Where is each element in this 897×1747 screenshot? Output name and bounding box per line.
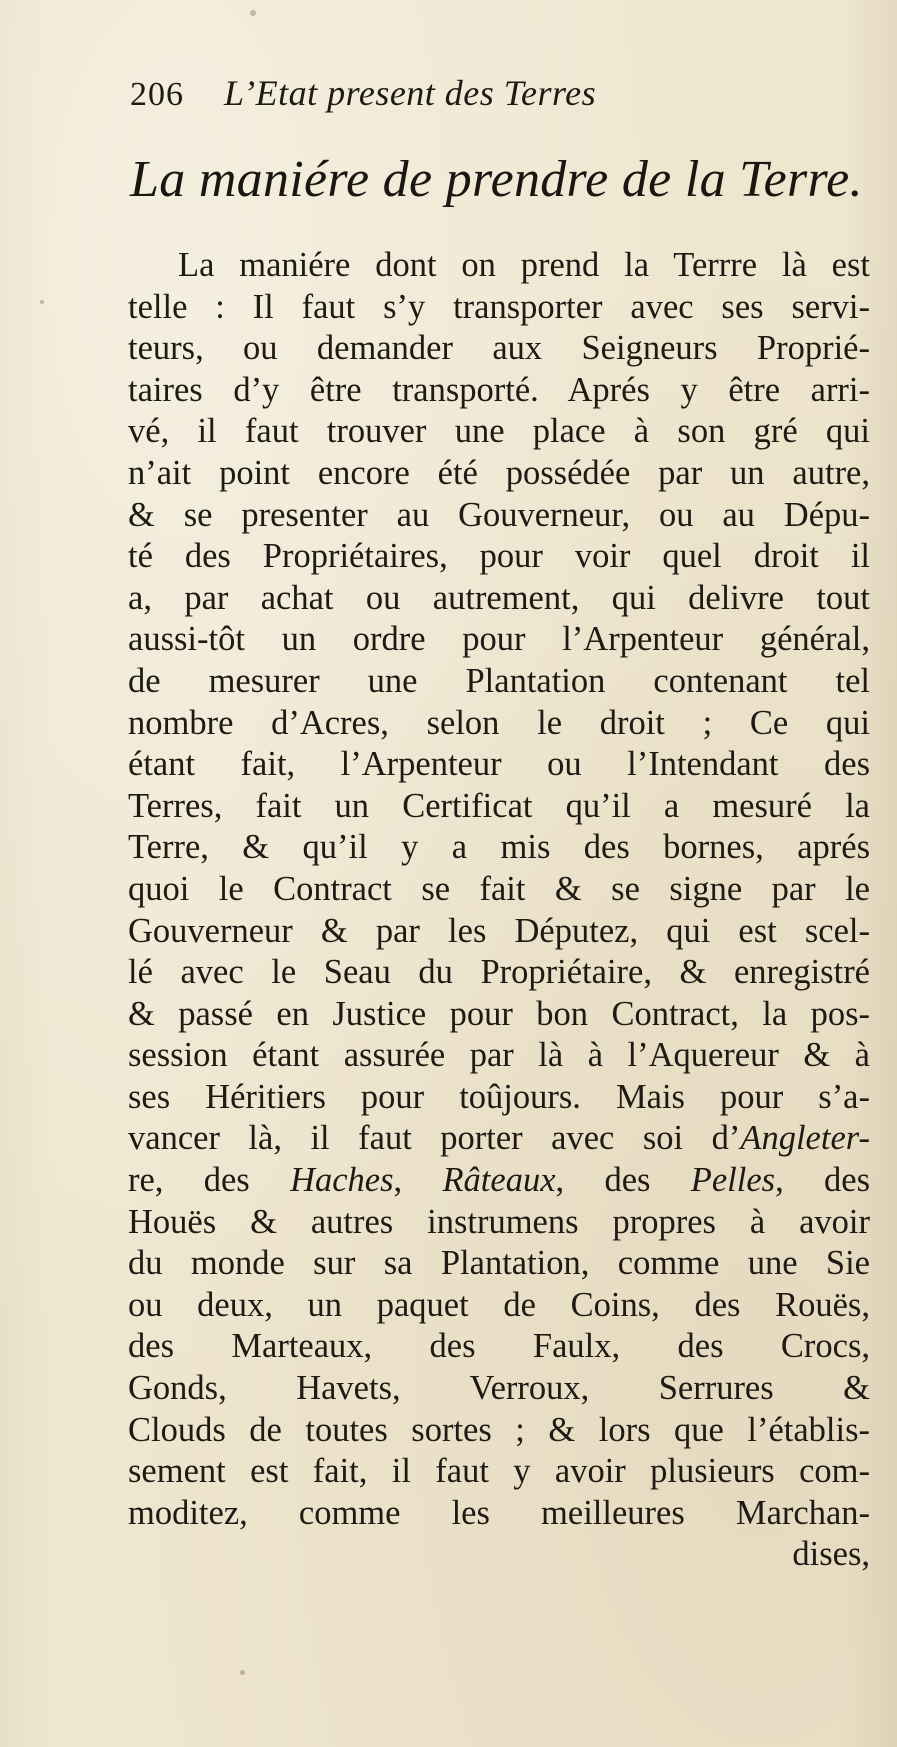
body-text: [128, 245, 870, 1635]
text-fragment: , des: [775, 1161, 871, 1200]
foxing-spot: [250, 10, 256, 16]
text-fragment: vancer là, il faut porter avec soi d’: [128, 1119, 741, 1158]
text-fragment: re, des: [128, 1161, 250, 1200]
text-line: & se presenter au Gouverneur, ou au Dépu-: [128, 495, 870, 534]
foxing-spot: [40, 300, 44, 304]
text-line: Houës & autres instrumens propres à avoir: [128, 1202, 870, 1241]
italic-word: Râteaux: [442, 1161, 556, 1200]
text-line: des Marteaux, des Faulx, des Crocs,: [128, 1327, 870, 1366]
text-line: aussi-tôt un ordre pour l’Arpenteur général,: [128, 620, 870, 659]
text-line: teurs, ou demander aux Seigneurs Proprié-: [128, 329, 870, 368]
text-line: lé avec le Seau du Propriétaire, & enregistré: [128, 953, 870, 992]
italic-word: Pelles: [690, 1161, 776, 1200]
text-line: ses Héritiers pour toûjours. Mais pour s’a-: [128, 1077, 870, 1116]
text-line: n’ait point encore été possédée par un autre,: [128, 453, 870, 492]
text-line: de mesurer une Plantation contenant tel: [128, 661, 870, 700]
text-line: nombre d’Acres, selon le droit ; Ce qui: [128, 703, 870, 742]
page-number: 206: [130, 76, 184, 113]
foxing-spot: [240, 1670, 245, 1675]
text-line: session étant assurée par là à l’Aquereur & à: [128, 1036, 870, 1075]
text-line: taires d’y être transporté. Aprés y être arri-: [128, 370, 870, 409]
text-fragment: , des: [555, 1161, 691, 1200]
text-line: telle : Il faut s’y transporter avec ses servi-: [128, 287, 870, 326]
text-line: ou deux, un paquet de Coins, des Rouës,: [128, 1285, 870, 1324]
text-line: du monde sur sa Plantation, comme une Sie: [128, 1244, 870, 1283]
text-line: & passé en Justice pour bon Contract, la pos-: [128, 994, 870, 1033]
italic-word: Angleter-: [740, 1119, 870, 1158]
text-line: Gouverneur & par les Députez, qui est scel-: [128, 911, 870, 950]
text-line: quoi le Contract se fait & se signe par le: [128, 869, 870, 908]
text-line: Gonds, Havets, Verroux, Serrures &: [128, 1369, 870, 1408]
text-line: La maniére dont on prend la Terrre là est: [178, 246, 870, 284]
italic-word: Haches: [290, 1161, 394, 1200]
text-line-mixed: [128, 1118, 870, 1160]
text-fragment: ,: [393, 1161, 443, 1200]
text-line: vé, il faut trouver une place à son gré qui: [128, 412, 870, 451]
catchword: dises,: [792, 1535, 870, 1574]
text-line: té des Propriétaires, pour voir quel droit il: [128, 537, 870, 576]
section-title: La maniére de prendre de la Terre.: [130, 151, 863, 208]
running-head: [130, 72, 870, 122]
text-line: Terre, & qu’il y a mis des bornes, aprés: [128, 828, 870, 867]
text-line: a, par achat ou autrement, qui delivre tout: [128, 578, 870, 617]
text-line: Terres, fait un Certificat qu’il a mesuré la: [128, 786, 870, 825]
running-title: L’Etat present des Terres: [224, 73, 597, 113]
text-line-mixed: [128, 1160, 870, 1202]
text-line: moditez, comme les meilleures Marchan-: [128, 1493, 870, 1532]
text-line: sement est fait, il faut y avoir plusieurs com-: [128, 1452, 870, 1491]
text-line: Clouds de toutes sortes ; & lors que l’établis-: [128, 1410, 870, 1449]
text-line: étant fait, l’Arpenteur ou l’Intendant des: [128, 745, 870, 784]
